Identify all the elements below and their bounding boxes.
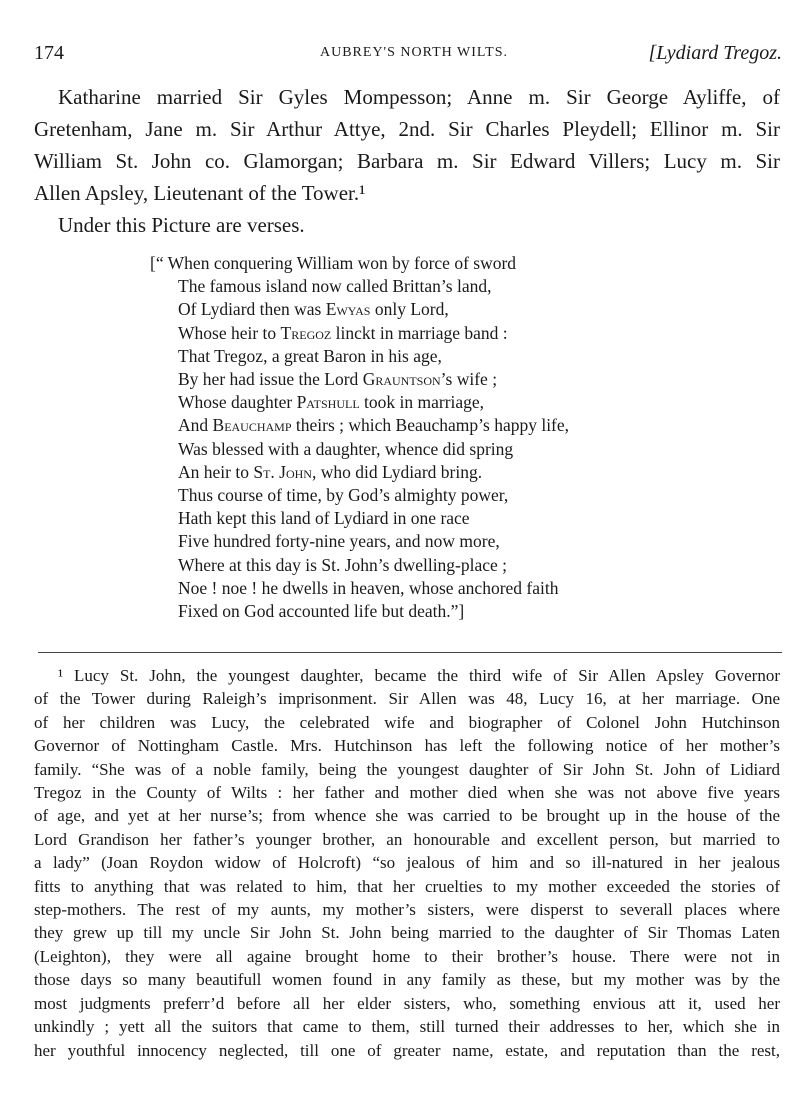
small-caps-name: St. John: [253, 461, 312, 482]
body-text: [34, 81, 780, 241]
section-title: [Lydiard Tregoz.: [648, 42, 782, 64]
verse-line: [150, 600, 569, 623]
running-title: AUBREY'S NORTH WILTS.: [320, 45, 508, 60]
footnote-line: Lord Grandison her father’s younger brother, an honourable and excellent person, but married to: [34, 829, 780, 849]
verse-text: , who did Lydiard bring.: [311, 461, 483, 482]
verse-line: [150, 391, 569, 414]
verse-text: Five hundred forty-nine years, and now more,: [178, 531, 500, 552]
footnote-line: most judgments preferr’d before all her elder sisters, who, something envious att it, used her: [34, 993, 780, 1013]
small-caps-name: Beauchamp: [212, 415, 292, 436]
body-line: Gretenham, Jane m. Sir Arthur Attye, 2nd. Sir Charles Pleydell; Ellinor m. Sir: [34, 117, 780, 141]
body-line: Katharine married Sir Gyles Mompesson; Anne m. Sir George Ayliffe, of: [58, 85, 780, 109]
small-caps-name: Tregoz: [280, 322, 332, 343]
footnote-line: of age, and yet at her nurse’s; from whence she was carried to be brought up in the house of the: [34, 806, 780, 826]
verse-text: Noe ! noe ! he dwells in heaven, whose anchored faith: [178, 577, 559, 598]
footnote-line: step-mothers. The rest of my aunts, my mother’s sisters, were disperst to severall places where: [34, 900, 780, 920]
verse-text: linckt in marriage band :: [331, 322, 508, 343]
verse-line: [150, 554, 569, 577]
footnote-line: fitts to anything that was related to him, that her cruelties to my mother exceeded the stories of: [34, 876, 780, 896]
verse-line: [150, 252, 569, 275]
small-caps-name: Ewyas: [325, 299, 371, 320]
verse-text: And: [178, 415, 213, 436]
verse-text: Where at this day is St. John’s dwelling-place ;: [178, 554, 508, 575]
verse-block: [150, 252, 569, 623]
small-caps-name: Patshull: [296, 392, 360, 413]
verse-text: [“ When conquering William won by force of sword: [150, 253, 517, 273]
verse-text: Thus course of time, by God’s almighty power,: [178, 485, 509, 506]
footnote-line: family. “She was of a noble family, being the youngest daughter of Sir John St. John of Lidiard: [34, 759, 780, 779]
verse-text: Whose heir to: [178, 322, 281, 343]
footnote: [34, 664, 780, 1062]
page-number: 174: [34, 42, 64, 64]
footnote-line: unkindly ; yett all the suitors that came to them, still turned their addresses to her, which she in: [34, 1017, 780, 1037]
footnote-line: (Leighton), they were all againe brought home to their brother’s house. There were not in: [34, 946, 780, 966]
verse-text: Hath kept this land of Lydiard in one race: [178, 508, 470, 529]
verse-text: ’s wife ;: [440, 369, 498, 390]
verse-line: [150, 507, 569, 530]
verse-line: [150, 577, 569, 600]
footnote-line: those days so many beautifull women found in any family as these, but my mother was by the: [34, 970, 780, 990]
body-line: Under this Picture are verses.: [58, 213, 305, 237]
footnote-line: ¹ Lucy St. John, the youngest daughter, became the third wife of Sir Allen Apsley Governor: [58, 666, 780, 685]
verse-line: [150, 298, 569, 321]
verse-line: [150, 484, 569, 507]
verse-line: [150, 438, 569, 461]
footnote-line: of the Tower during Raleigh’s imprisonment. Sir Allen was 48, Lucy 16, at her marriage. One: [34, 689, 780, 709]
verse-text: By her had issue the Lord: [178, 369, 363, 390]
small-caps-name: Grauntson: [362, 369, 441, 390]
body-line: William St. John co. Glamorgan; Barbara m. Sir Edward Villers; Lucy m. Sir: [34, 149, 780, 173]
footnote-line: they grew up till my uncle Sir John St. John being married to the daughter of Sir Thomas Laten: [34, 923, 780, 943]
footnote-line: of her children was Lucy, the celebrated wife and biographer of Colonel John Hutchinson: [34, 712, 780, 732]
verse-text: That Tregoz, a great Baron in his age,: [178, 345, 442, 366]
footnote-divider: [38, 652, 782, 653]
verse-line: [150, 345, 569, 368]
footnote-line: Governor of Nottingham Castle. Mrs. Hutchinson has left the following notice of her mother’s: [34, 736, 780, 756]
verse-line: [150, 461, 569, 484]
verse-line: [150, 414, 569, 437]
verse-line: [150, 275, 569, 298]
verse-line: [150, 530, 569, 553]
verse-line: [150, 368, 569, 391]
verse-text: The famous island now called Brittan’s land,: [178, 276, 492, 297]
page-header: [34, 42, 782, 70]
verse-text: theirs ; which Beauchamp’s happy life,: [291, 415, 570, 436]
verse-text: Of Lydiard then was: [178, 299, 326, 320]
verse-text: took in marriage,: [359, 392, 485, 413]
footnote-line: Tregoz in the County of Wilts : her father and mother died when she was not above five years: [34, 783, 780, 803]
verse-text: Was blessed with a daughter, whence did spring: [178, 438, 514, 459]
verse-text: only Lord,: [370, 299, 449, 320]
footnote-line: a lady” (Joan Roydon widow of Holcroft) “so jealous of him and so ill-natured in her jealous: [34, 853, 780, 873]
verse-text: Whose daughter: [178, 392, 297, 413]
verse-text: An heir to: [178, 461, 254, 482]
body-line: Allen Apsley, Lieutenant of the Tower.¹: [34, 181, 366, 205]
verse-line: [150, 322, 569, 345]
footnote-line: her youthful innocency neglected, till one of greater name, estate, and reputation than the rest,: [34, 1040, 780, 1060]
verse-text: Fixed on God accounted life but death.”]: [178, 601, 465, 622]
